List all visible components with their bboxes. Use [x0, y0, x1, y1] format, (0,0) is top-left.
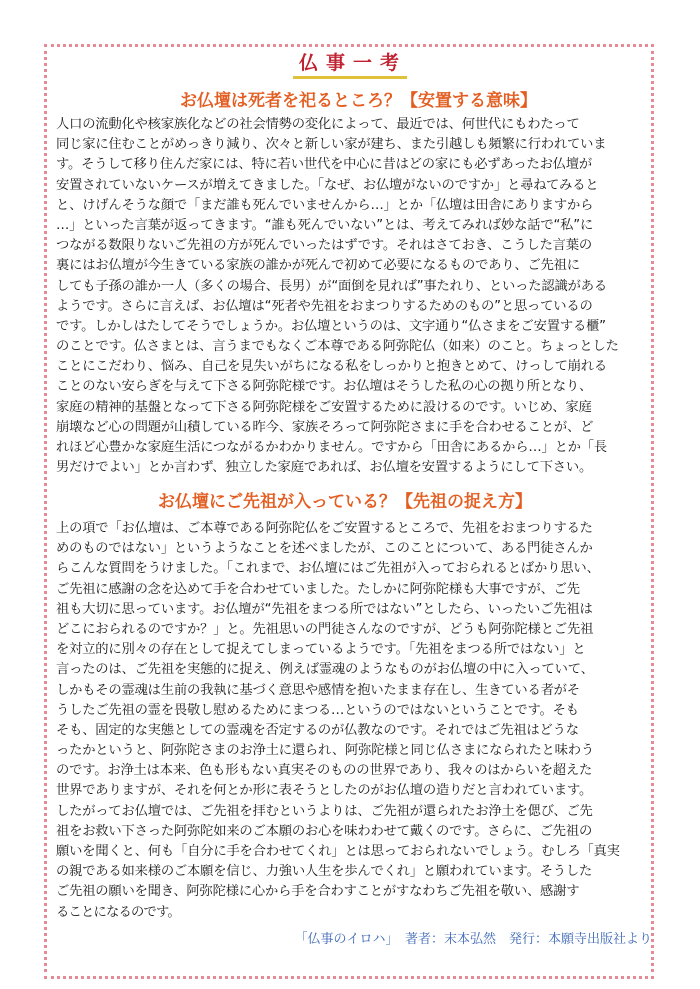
body-text-line: 裏にはお仏壇が今生きている家族の誰かが死んで初めて必要になるものであり、ご先祖に	[56, 258, 580, 274]
body-text-line: 人口の流動化や核家族化などの社会情勢の変化によって、最近では、何世代にもわたって	[56, 117, 580, 132]
page-title	[289, 48, 411, 79]
body-text-line: 祖をお救い下さった阿弥陀如来のご本願のお心を味わわせて戴くのです。さらに、ご先祖の	[56, 823, 593, 839]
section2-body	[56, 519, 656, 923]
body-text-line: めのものではない」というようなことを述べましたが、このことについて、ある門徒さんか	[56, 541, 593, 557]
body-text-line: す。そうして移り住んだ家には、特に若い世代を中心に昔はどの家にも必ずあったお仏壇が	[56, 157, 592, 173]
section1-body	[56, 115, 656, 478]
body-text-line: 上の項で「お仏壇は、ご本尊である阿弥陀仏をご安置するところで、先祖をおまつりするた	[56, 521, 593, 536]
body-text-line: つながる数限りないご先祖の方が死んでいったはずです。それはさておき、こうした言葉の	[56, 238, 592, 254]
body-text-line: 言ったのは、ご先祖を実態的に捉え、例えば霊魂のようなものがお仏壇の中に入っていて、	[56, 662, 594, 678]
body-text-line: れほど心豊かな家庭生活につながるかわかりません。ですから「田舎にあるから…」とか「長	[56, 440, 607, 455]
title-area	[0, 48, 700, 79]
body-text-line: 安置されていないケースが増えてきました。「なぜ、お仏壇がないのですか」と尋ねてみると	[56, 177, 599, 193]
body-text-line: らこんな質問をうけました。「これまで、お仏壇にはご先祖が入っておられるとばかり思い、	[56, 561, 600, 577]
body-text-line: 祖も大切に思っています。お仏壇が“先祖をまつる所ではない”としたら、いったいご先祖は	[56, 601, 593, 617]
title-underline	[293, 76, 407, 79]
body-text-line: ことにこだわり、悩み、自己を見失いがちになる私をしっかりと抱きとめて、けっして崩れる	[56, 359, 607, 375]
section2-heading: お仏壇にご先祖が入っている？【先祖の捉え方】	[158, 492, 532, 512]
body-text-line: うしたご先祖の霊を畏敬し慰めるためにまつる…というのではないということです。そも	[56, 702, 579, 718]
body-text-line: ご先祖の願いを聞き、阿弥陀様に心から手を合わすことがすなわちご先祖を敬い、感謝す	[56, 884, 580, 900]
page-title-text: 仏事一考	[298, 52, 407, 74]
body-text-line: の親である如来様のご本願を信じ、力強い人生を歩んでくれ」と願われています。そうした	[56, 864, 593, 880]
body-text-line: 家庭の精神的基盤となって下さる阿弥陀様をご安置するために設けるのです。いじめ、家庭	[56, 399, 592, 415]
body-text-line: しても子孫の誰か一人（多くの場合、長男）が“面倒を見れば”事たれり、といった認識がある	[56, 278, 607, 294]
body-text-line: 男だけでよい」とか言わず、独立した家庭であれば、お仏壇を安置するようにして下さい。	[56, 460, 593, 476]
body-text-line: を対立的に別々の存在として捉えてしまっているようです。「先祖をまつる所ではない」と	[56, 642, 586, 658]
body-text-line: のことです。仏さまとは、言うまでもなくご本尊である阿弥陀仏（如来）のこと。ちょっとした	[56, 339, 619, 355]
body-text-line: 崩壊など心の問題が山積している昨今、家族そろって阿弥陀さまに手を合わせることが、ど	[56, 419, 594, 435]
body-text-line: どこにおられるのですか？」と。先祖思いの門徒さんなのですが、どうも阿弥陀様とご先祖	[56, 621, 594, 637]
body-text-line: したがってお仏壇では、ご先祖を拝むというよりは、ご先祖が還られたお浄土を偲び、ご先	[56, 803, 593, 819]
body-text-line: しかもその霊魂は生前の我執に基づく意思や感情を抱いたまま存在し、生きている者がそ	[56, 682, 580, 698]
body-text-line: ることになるのです。	[56, 904, 180, 920]
body-text-line: のです。お浄土は本来、色も形もない真実そのものの世界であり、我々のはからいを超えた	[56, 763, 593, 779]
section1-heading: お仏壇は死者を祀るところ？【安置する意味】	[180, 91, 537, 111]
body-text-line: です。しかしはたしてそうでしょうか。お仏壇というのは、文字通り“仏さまをご安置する櫃”	[56, 318, 606, 334]
body-text-line: 世界でありますが、それを何とか形に表そうとしたのがお仏壇の造りだと言われています。	[56, 783, 593, 799]
body-text-line: ご先祖に感謝の念を込めて手を合わせていました。たしかに阿弥陀様も大事ですが、ご先	[56, 581, 580, 597]
body-text-line: そも、固定的な実態としての霊魂を否定するのが仏教なのです。それではご先祖はどうな	[56, 722, 579, 738]
source-citation: 「仏事のイロハ」 著者：末本弘然 発行：本願寺出版社より	[294, 932, 652, 947]
body-text-line: 同じ家に住むことがめっきり減り、次々と新しい家が建ち、また引越しも頻繁に行われていま	[56, 137, 607, 153]
body-text-line: ったかというと、阿弥陀さまのお浄土に還られ、阿弥陀様と同じ仏さまになられたと味わう	[56, 743, 594, 759]
body-text-line: ことのない安らぎを与えて下さる阿弥陀様です。お仏壇はそうした私の心の拠り所となり、	[56, 379, 593, 395]
body-text-line: と、けげんそうな顔で「まだ誰も死んでいませんから…」とか「仏壇は田舎にありますから	[56, 197, 594, 213]
body-text-line: ようです。さらに言えば、お仏壇は“死者や先祖をおまつりするためのもの”と思っているの	[56, 298, 593, 314]
body-text-line: 願いを聞くと、何も「自分に手を合わせてくれ」とは思っておられないでしょう。むしろ「真実	[56, 844, 620, 859]
body-text-line: …」といった言葉が返ってきます。“誰も死んでいない”とは、考えてみれば妙な話で“私”に	[56, 217, 594, 233]
